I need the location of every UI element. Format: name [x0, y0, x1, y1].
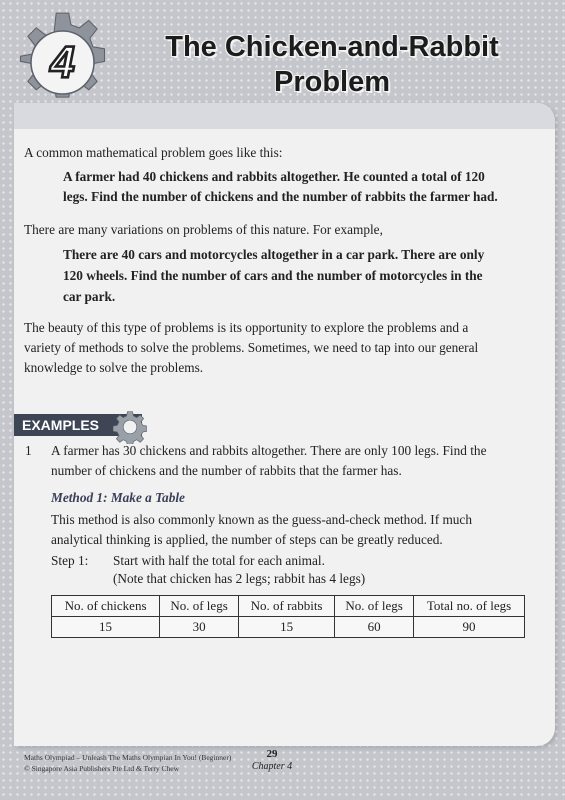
method-line2: analytical thinking is applied, the number of steps can be greatly reduced. — [51, 532, 443, 547]
page-number: 29 — [266, 748, 278, 760]
table-cell: 90 — [414, 617, 525, 638]
title-line-2: Problem — [273, 66, 391, 98]
method-line1: This method is also commonly known as the guess-and-check method. If much — [51, 512, 472, 527]
method-title: Method 1: Make a Table — [51, 490, 185, 505]
example-line2: number of chickens and the number of rabbits that the farmer has. — [51, 463, 402, 478]
chapter-number: 4 — [50, 38, 75, 88]
intro-text: A common mathematical problem goes like this: — [24, 145, 283, 160]
table-header: Total no. of legs — [414, 596, 525, 617]
footer-copyright: © Singapore Asia Publishers Pte Ltd & Terry Chew — [24, 764, 180, 773]
variations-text: There are many variations on problems of this nature. For example, — [24, 222, 383, 237]
beauty-line1: The beauty of this type of problems is its opportunity to explore the problems and a — [24, 320, 469, 335]
table-header: No. of chickens — [52, 596, 160, 617]
example-number: 1 — [25, 443, 32, 458]
table-cell: 30 — [160, 617, 239, 638]
table-header: No. of rabbits — [239, 596, 335, 617]
problem1-line1: A farmer had 40 chickens and rabbits altogether. He counted a total of 120 — [63, 169, 485, 184]
table-cell: 60 — [335, 617, 414, 638]
table-cell: 15 — [52, 617, 160, 638]
beauty-line2: variety of methods to solve the problems. Sometimes, we need to tap into our general — [24, 340, 479, 355]
problem2-line2: 120 wheels. Find the number of cars and the number of motorcycles in the — [63, 268, 483, 283]
chapter-label: Chapter 4 — [251, 761, 293, 772]
problem2-line1: There are 40 cars and motorcycles altogether in a car park. There are only — [63, 247, 485, 262]
example-line1: A farmer has 30 chickens and rabbits altogether. There are only 100 legs. Find the — [51, 443, 487, 458]
step-line1: Start with half the total for each animal. — [113, 553, 325, 568]
problem2-line3: car park. — [63, 289, 116, 304]
examples-gear-icon — [113, 410, 147, 444]
table-header-row — [52, 596, 525, 617]
examples-banner: EXAMPLES — [14, 414, 142, 436]
chapter-gear-icon — [10, 10, 115, 115]
step-line2: (Note that chicken has 2 legs; rabbit has 4 legs) — [113, 571, 366, 586]
table-header: No. of legs — [160, 596, 239, 617]
step-label: Step 1: — [51, 553, 89, 568]
guess-check-table — [51, 595, 525, 638]
footer-credits — [24, 752, 231, 774]
table-row — [52, 617, 525, 638]
beauty-line3: knowledge to solve the problems. — [24, 360, 204, 375]
table-cell: 15 — [239, 617, 335, 638]
title-line-1: The Chicken-and-Rabbit — [165, 31, 499, 63]
table-header: No. of legs — [335, 596, 414, 617]
footer-book-title: Maths Olympiad – Unleash The Maths Olympian In You! (Beginner) — [24, 753, 232, 762]
problem1-line2: legs. Find the number of chickens and the number of rabbits the farmer had. — [63, 189, 498, 204]
panel-header-strip — [14, 103, 555, 129]
page-title — [112, 30, 552, 100]
